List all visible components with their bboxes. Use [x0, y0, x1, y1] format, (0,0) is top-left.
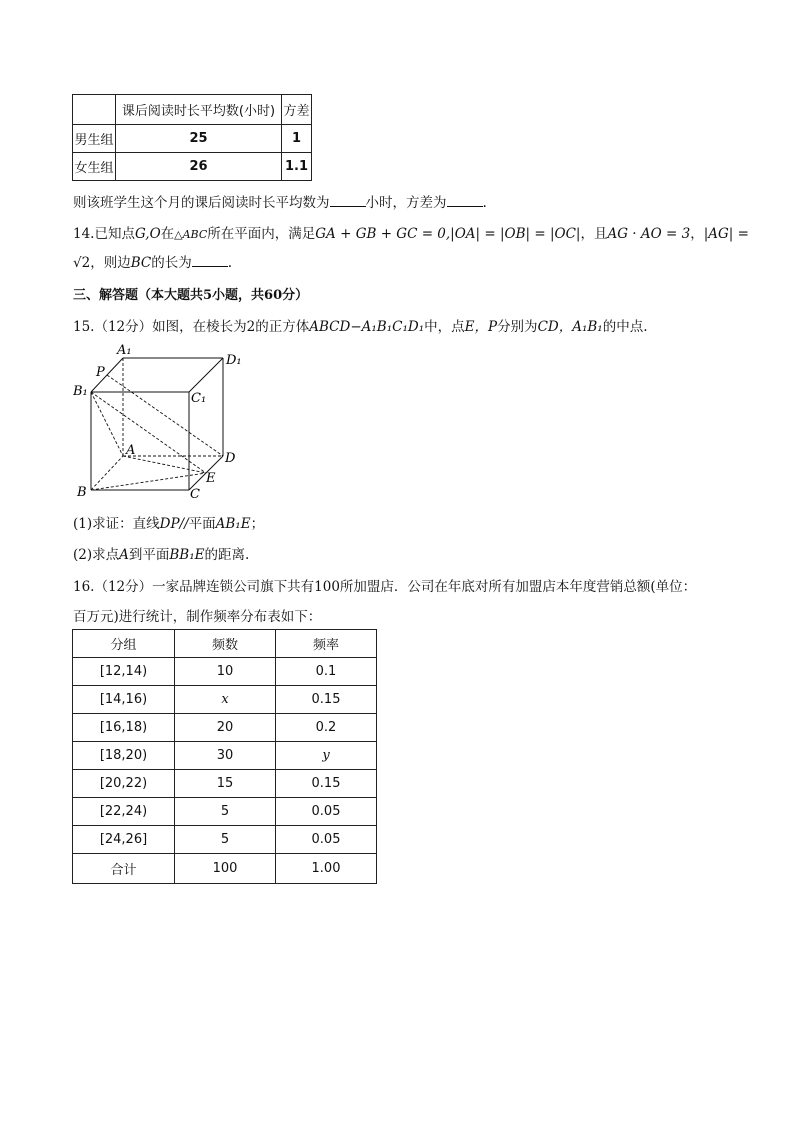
- q15-plane: AB₁E: [215, 516, 251, 532]
- freq-cell: [24,26]: [73, 826, 175, 854]
- q15-point: A: [119, 547, 129, 563]
- answer-blank: [330, 194, 366, 207]
- vertex-label-A1: A₁: [117, 343, 132, 358]
- freq-cell-total: 1.00: [276, 854, 377, 884]
- freq-cell: [12,14): [73, 658, 175, 686]
- table-header-cell: [73, 95, 116, 125]
- question-15-part1: [73, 512, 264, 532]
- q15-text: (2)求点: [73, 547, 120, 563]
- vertex-label-D1: D₁: [226, 353, 242, 368]
- q14-text: ，则边: [90, 255, 131, 271]
- q15-edge: 2: [246, 319, 256, 335]
- q13-text: 则该班学生这个月的课后阅读时长平均数为: [73, 195, 330, 211]
- table-cell-group: 女生组: [73, 153, 116, 181]
- table-cell-variance: 1: [282, 125, 312, 153]
- q15-plane: BB₁E: [169, 547, 205, 563]
- vertex-label-D: D: [225, 451, 236, 466]
- q15-text: 的中点.: [602, 319, 648, 335]
- reading-time-table: [72, 94, 312, 181]
- q15-text: 的距离.: [204, 547, 250, 563]
- vertex-label-C1: C₁: [191, 391, 207, 406]
- table-cell-variance: 1.1: [282, 153, 312, 181]
- q15-text: 中，点: [424, 319, 465, 335]
- q15-text: 15.（12分）如图，在棱长为: [73, 319, 247, 335]
- freq-cell: 0.15: [276, 686, 377, 714]
- table-header-cell: 课后阅读时长平均数(小时): [116, 95, 282, 125]
- answer-blank: [447, 194, 483, 207]
- freq-cell: [22,24): [73, 798, 175, 826]
- question-16-line1: 16.（12分）一家品牌连锁公司旗下共有100所加盟店．公司在年底对所有加盟店本年度营销总额(单位：: [73, 579, 697, 595]
- section-title: 三、解答题（本大题共5小题，共60分）: [73, 288, 309, 303]
- table-cell-mean: 26: [116, 153, 282, 181]
- freq-cell-total: 100: [175, 854, 276, 884]
- q15-text: 分别为: [497, 319, 538, 335]
- freq-cell: 0.05: [276, 826, 377, 854]
- table-cell-mean: 25: [116, 125, 282, 153]
- q13-tail: [73, 191, 487, 211]
- freq-cell: 20: [175, 714, 276, 742]
- question-15-stem: [73, 315, 648, 335]
- q14-text: 已知点: [94, 226, 135, 242]
- freq-cell: x: [175, 686, 276, 714]
- q14-text: .: [227, 255, 233, 271]
- q15-text: 到平面: [128, 547, 170, 563]
- q14-sqrt: √2: [73, 255, 91, 271]
- question-15-part2: [73, 543, 249, 563]
- freq-cell: 0.05: [276, 798, 377, 826]
- freq-cell: 0.15: [276, 770, 377, 798]
- freq-cell: 10: [175, 658, 276, 686]
- freq-cell-total: 合计: [73, 854, 175, 884]
- q15-text: ；: [250, 516, 265, 532]
- freq-header: 频数: [175, 630, 276, 658]
- q15-text: (1)求证：直线: [73, 516, 160, 532]
- q15-text: 的正方体: [255, 319, 310, 335]
- q14-condition-vectors: GA + GB + GC = 0,|OA| = |OB| = |OC|: [315, 226, 581, 242]
- q14-text: 的长为: [151, 255, 192, 271]
- q15-cube-name: ABCD−A₁B₁C₁D₁: [309, 319, 425, 335]
- vertex-label-P: P: [96, 365, 105, 380]
- q14-condition-dot: AG · AO = 3: [607, 226, 691, 242]
- vertex-label-C: C: [190, 487, 200, 502]
- q15-line: DP//: [159, 516, 189, 532]
- freq-cell: 15: [175, 770, 276, 798]
- vertex-label-B: B: [77, 485, 87, 500]
- freq-cell: 30: [175, 742, 276, 770]
- q14-triangle: △ABC: [174, 228, 208, 241]
- freq-cell: [18,20): [73, 742, 175, 770]
- q15-midpoints: CD，A₁B₁: [537, 319, 603, 335]
- freq-header: 分组: [73, 630, 175, 658]
- table-cell-group: 男生组: [73, 125, 116, 153]
- freq-header: 频率: [276, 630, 377, 658]
- cube-figure: [73, 342, 248, 502]
- table-header-cell: 方差: [282, 95, 312, 125]
- q14-text: ，: [690, 226, 704, 242]
- freq-cell: 0.1: [276, 658, 377, 686]
- question-14-line2: [73, 251, 232, 271]
- q14-text: 所在平面内，满足: [207, 226, 316, 242]
- q14-text: 在: [160, 226, 175, 242]
- freq-cell: 0.2: [276, 714, 377, 742]
- question-16-line2: 百万元)进行统计，制作频率分布表如下：: [73, 609, 322, 625]
- question-14-line1: [73, 222, 749, 242]
- answer-blank: [192, 254, 228, 267]
- freq-cell: y: [276, 742, 377, 770]
- freq-cell: [20,22): [73, 770, 175, 798]
- q13-text: 小时，方差为: [365, 195, 447, 211]
- q14-points: G,O: [134, 226, 161, 242]
- vertex-label-A: A: [126, 443, 136, 458]
- freq-cell: [14,16): [73, 686, 175, 714]
- freq-cell: 5: [175, 826, 276, 854]
- question-number: 14.: [73, 226, 95, 242]
- vertex-label-E: E: [206, 471, 216, 486]
- q14-condition-norm: |AG| =: [703, 226, 749, 242]
- q14-side: BC: [130, 255, 152, 271]
- freq-cell: [16,18): [73, 714, 175, 742]
- q15-points: E，P: [464, 319, 498, 335]
- freq-cell: 5: [175, 798, 276, 826]
- q13-text: .: [482, 195, 487, 211]
- q14-text: ，且: [580, 226, 608, 242]
- frequency-table: [72, 629, 377, 884]
- q15-text: 平面: [188, 516, 216, 532]
- vertex-label-B1: B₁: [73, 384, 88, 399]
